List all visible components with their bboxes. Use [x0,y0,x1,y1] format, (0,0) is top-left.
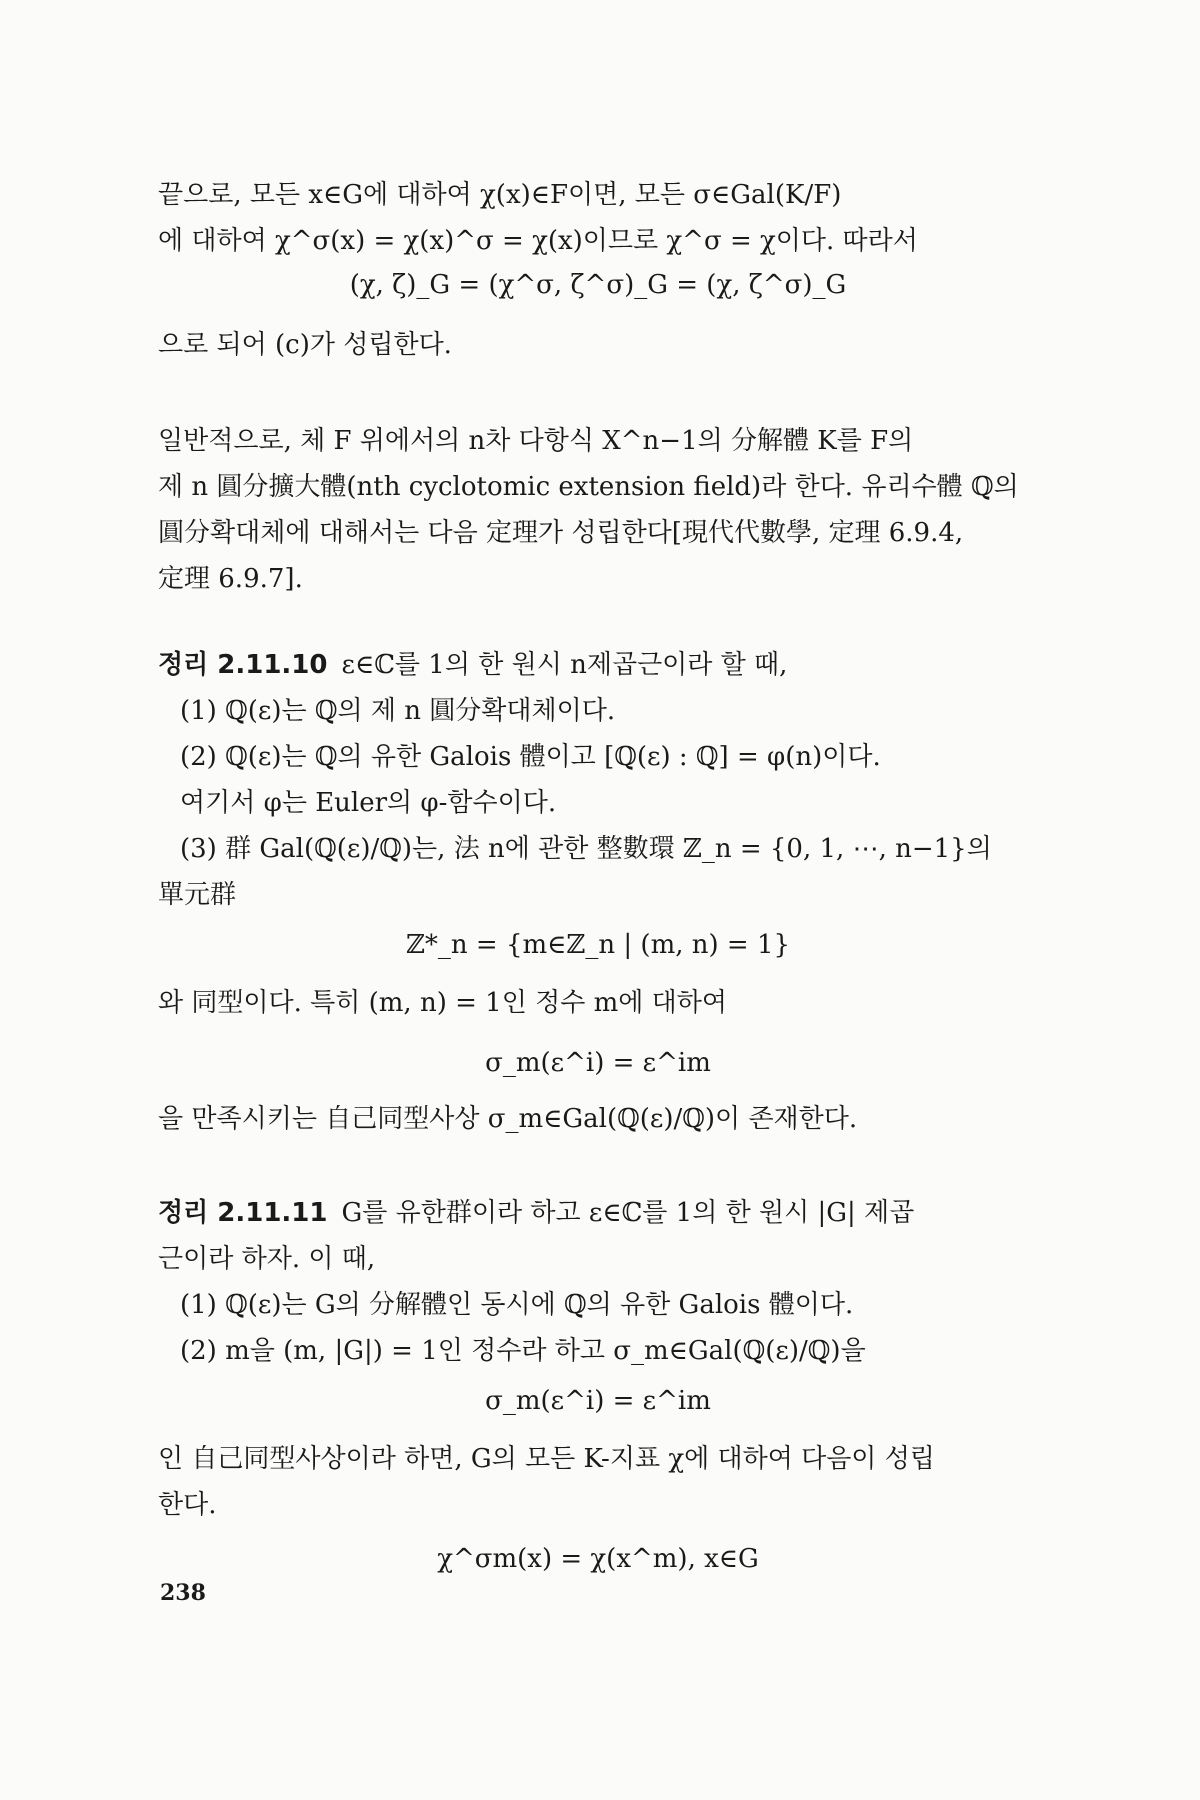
text-line: 單元群 [158,880,237,910]
text-line: 한다. [158,1490,217,1520]
paragraph-2 [158,418,1038,602]
text-line: 을 만족시키는 自己同型사상 σ_m∈Gal(ℚ(ε)/ℚ)이 존재한다. [158,1104,858,1134]
text-span: G를 유한群이라 하고 ε∈ℂ를 1의 한 원시 |G| 제곱 [341,1198,915,1228]
page-number: 238 [160,1580,206,1606]
text-line: 일반적으로, 체 F 위에서의 n차 다항식 X^n−1의 分解體 K를 F의 [158,426,914,456]
list-item: (3) 群 Gal(ℚ(ε)/ℚ)는, 法 n에 관한 整數環 ℤ_n = {0, 1, ⋯, n−1}의 [180,834,992,864]
theorem-2-11-11 [158,1190,1038,1374]
theorem-first-line [158,1190,1038,1236]
equation: σ_m(ε^i) = ε^im [485,1386,711,1416]
list-item: (1) ℚ(ε)는 ℚ의 제 n 圓分확대체이다. [180,696,616,726]
list-item: (2) m을 (m, |G|) = 1인 정수라 하고 σ_m∈Gal(ℚ(ε)/ℚ)을 [180,1336,866,1366]
text-line: 圓分확대체에 대해서는 다음 定理가 성립한다[現代代數學, 定理 6.9.4, [158,518,964,548]
paragraph-1 [158,172,1038,264]
text-line: 으로 되어 (c)가 성립한다. [158,330,452,360]
text-span: ε∈ℂ를 1의 한 원시 n제곱근이라 할 때, [341,650,788,680]
text-line: 근이라 하자. 이 때, [158,1244,376,1274]
theorem-first-line [158,642,1038,688]
equation: ℤ*_n = {m∈ℤ_n | (m, n) = 1} [405,930,791,960]
equation: σ_m(ε^i) = ε^im [485,1048,711,1078]
text-line: 제 n 圓分擴大體(nth cyclotomic extension field)라 한다. 유리수體 ℚ의 [158,472,1019,502]
theorem-2-11-10 [158,642,1038,918]
text-line: 끝으로, 모든 x∈G에 대하여 χ(x)∈F이면, 모든 σ∈Gal(K/F) [158,180,842,210]
theorem-heading: 정리 2.11.11 [158,1198,328,1228]
equation: (χ, ζ)_G = (χ^σ, ζ^σ)_G = (χ, ζ^σ)_G [349,270,847,300]
text-line: 에 대하여 χ^σ(x) = χ(x)^σ = χ(x)이므로 χ^σ = χ이다. 따라서 [158,226,918,256]
theorem-heading: 정리 2.11.10 [158,650,328,680]
list-item: (2) ℚ(ε)는 ℚ의 유한 Galois 體이고 [ℚ(ε) : ℚ] = φ(n)이다. [180,742,881,772]
text-line: 인 自己同型사상이라 하면, G의 모든 K-지표 χ에 대하여 다음이 성립 [158,1444,935,1474]
equation: χ^σm(x) = χ(x^m), x∈G [437,1544,759,1574]
list-item: (1) ℚ(ε)는 G의 分解體인 동시에 ℚ의 유한 Galois 體이다. [180,1290,854,1320]
text-line: 여기서 φ는 Euler의 φ-함수이다. [180,788,557,818]
text-line: 와 同型이다. 특히 (m, n) = 1인 정수 m에 대하여 [158,988,727,1018]
text-line: 定理 6.9.7]. [158,564,303,594]
paragraph-3 [158,1436,1038,1528]
